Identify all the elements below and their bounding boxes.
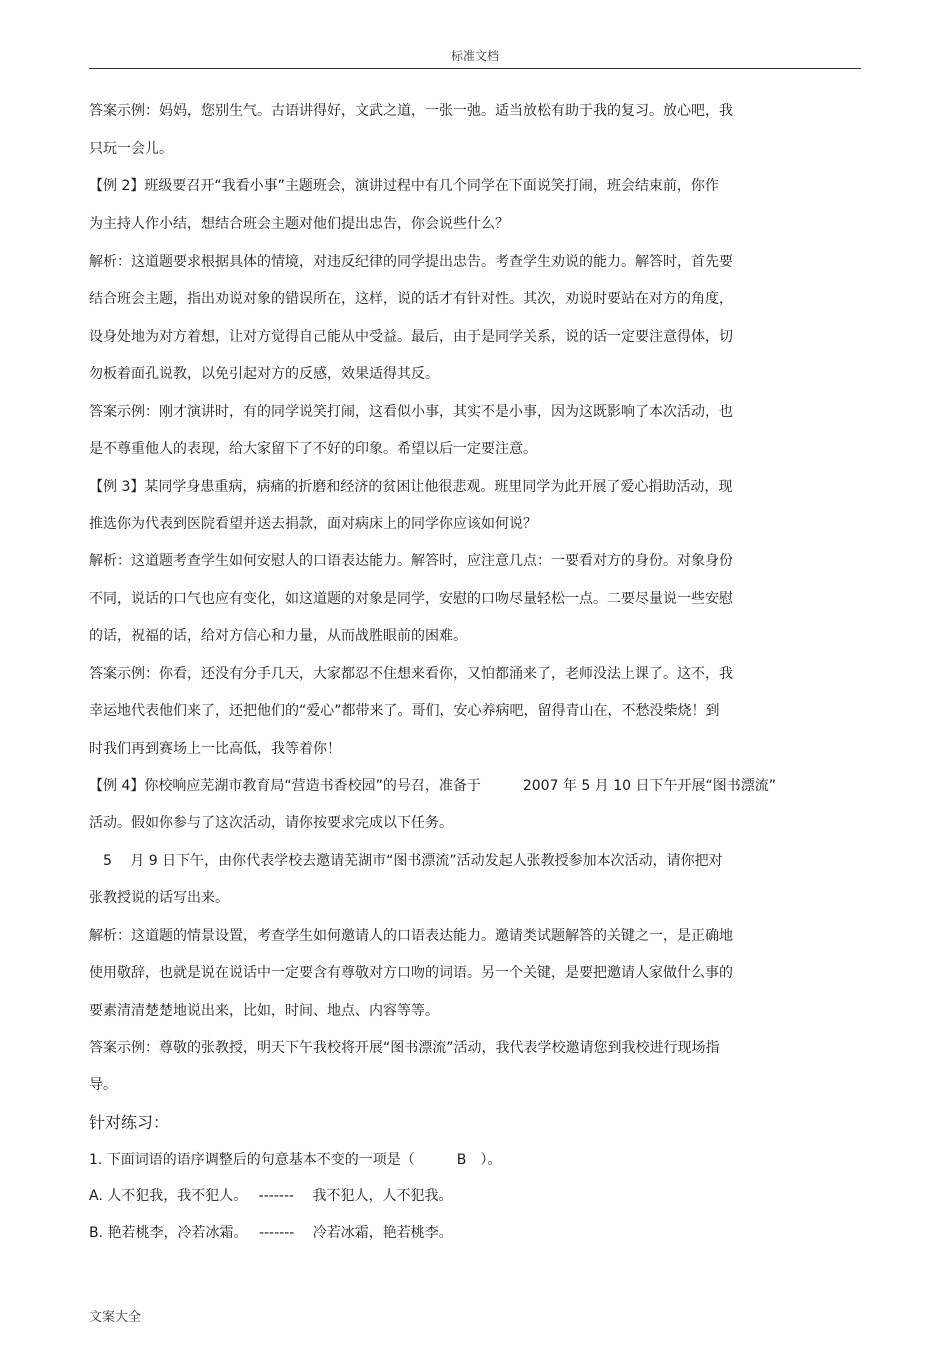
text-line: 是不尊重他人的表现，给大家留下了不好的印象。希望以后一定要注意。 bbox=[89, 441, 537, 457]
text-line: 答案示例：刚才演讲时，有的同学说笑打闹，这看似小事，其实不是小事，因为这既影响了本次活动，也 bbox=[89, 404, 733, 420]
text-line: 要素清清楚楚地说出来，比如，时间、地点、内容等等。 bbox=[89, 1003, 439, 1019]
page-header: 标准文档 bbox=[450, 49, 499, 63]
text-line: 时我们再到赛场上一比高低，我等着你！ bbox=[89, 741, 341, 757]
text-line: 【例 2】班级要召开“我看小事”主题班会，演讲过程中有几个同学在下面说笑打闹，班会结束前，你作 bbox=[89, 178, 719, 194]
text-line: 【例 4】你校响应芜湖市教育局“营造书香校园”的号召，准备于 2007 年 5 月 10 日下午开展“图书漂流” bbox=[89, 778, 776, 794]
text-line: 不同，说话的口气也应有变化，如这道题的对象是同学，安慰的口吻尽量轻松一点。二要尽量说一些安慰 bbox=[89, 591, 733, 607]
exercise-question: 1. 下面词语的语序调整后的句意基本不变的一项是（ B ）。 bbox=[89, 1152, 502, 1168]
text-line: 推选你为代表到医院看望并送去捐款，面对病床上的同学你应该如何说？ bbox=[89, 516, 537, 532]
text-line: 解析：这道题考查学生如何安慰人的口语表达能力。解答时，应注意几点：一要看对方的身份。对象身份 bbox=[89, 553, 733, 569]
exercise-option: A. 人不犯我，我不犯人。 ------- 我不犯人，人不犯我。 bbox=[89, 1188, 453, 1204]
text-line: 解析：这道题的情景设置，考查学生如何邀请人的口语表达能力。邀请类试题解答的关键之一，是正确地 bbox=[89, 928, 733, 944]
text-line: 活动。假如你参与了这次活动，请你按要求完成以下任务。 bbox=[89, 815, 453, 831]
text-line: 【例 3】某同学身患重病，病痛的折磨和经济的贫困让他很悲观。班里同学为此开展了爱心捐助活动，现 bbox=[89, 479, 733, 495]
header-divider bbox=[89, 68, 861, 69]
text-line: 的话，祝福的话，给对方信心和力量，从而战胜眼前的困难。 bbox=[89, 628, 467, 644]
text-line: 导。 bbox=[89, 1077, 117, 1093]
text-line: 只玩一会儿。 bbox=[89, 141, 173, 157]
text-line: 设身处地为对方着想，让对方觉得自己能从中受益。最后，由于是同学关系，说的话一定要注意得体，切 bbox=[89, 329, 733, 345]
exercise-option: B. 艳若桃李，冷若冰霜。 ------- 冷若冰霜，艳若桃李。 bbox=[89, 1225, 453, 1241]
text-line: 结合班会主题，指出劝说对象的错误所在，这样，说的话才有针对性。其次，劝说时要站在对方的角度， bbox=[89, 291, 733, 307]
text-line: 解析：这道题要求根据具体的情境，对违反纪律的同学提出忠告。考查学生劝说的能力。解答时，首先要 bbox=[89, 254, 733, 270]
text-line: 答案示例：你看，还没有分手几天，大家都忍不住想来看你，又怕都涌来了，老师没法上课了。这不，我 bbox=[89, 666, 733, 682]
section-heading: 针对练习： bbox=[89, 1113, 170, 1132]
text-line: 使用敬辞，也就是说在说话中一定要含有尊敬对方口吻的词语。另一个关键，是要把邀请人家做什么事的 bbox=[89, 965, 733, 981]
page-footer: 文案大全 bbox=[89, 1310, 142, 1325]
text-line: 张教授说的话写出来。 bbox=[89, 890, 229, 906]
text-line: 幸运地代表他们来了，还把他们的“爱心”都带来了。哥们，安心养病吧，留得青山在，不愁没柴烧！到 bbox=[89, 703, 720, 719]
text-line: 勿板着面孔说教，以免引起对方的反感，效果适得其反。 bbox=[89, 366, 439, 382]
text-line: 为主持人作小结，想结合班会主题对他们提出忠告，你会说些什么？ bbox=[89, 216, 509, 232]
text-line: 5 月 9 日下午，由你代表学校去邀请芜湖市“图书漂流”活动发起人张教授参加本次活动，请你把对 bbox=[89, 853, 723, 869]
text-line: 答案示例：尊敬的张教授，明天下午我校将开展“图书漂流”活动，我代表学校邀请您到我校进行现场指 bbox=[89, 1040, 720, 1056]
text-line: 答案示例：妈妈，您别生气。古语讲得好，文武之道，一张一弛。适当放松有助于我的复习。放心吧，我 bbox=[89, 103, 733, 119]
